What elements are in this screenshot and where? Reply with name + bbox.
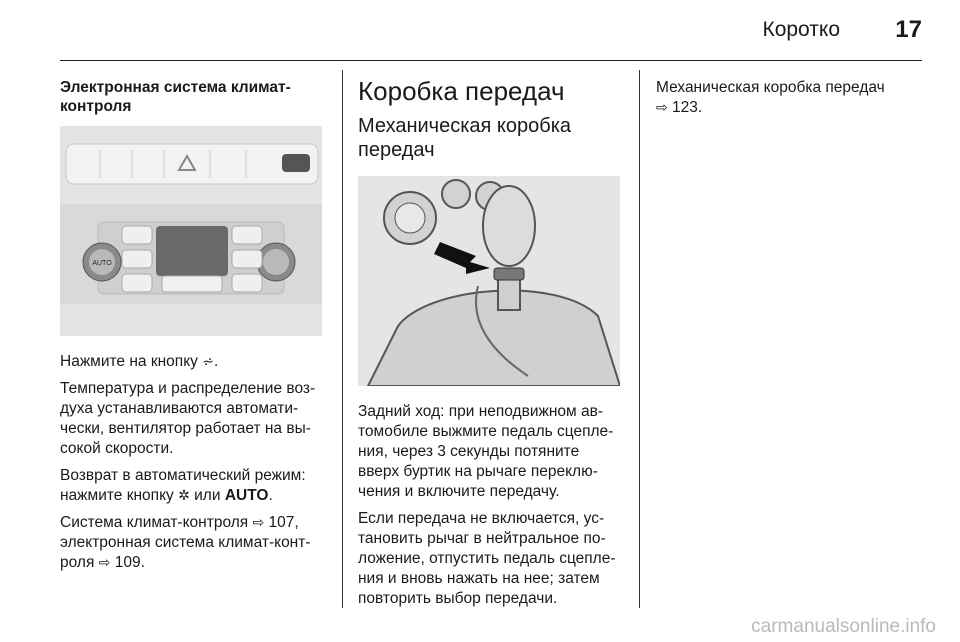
page-ref-107[interactable]: 107, <box>268 514 299 531</box>
page-ref-arrow-icon: ⇨ <box>656 100 668 116</box>
watermark-text: carmanualsonline.info <box>751 616 936 637</box>
left-column <box>60 78 328 580</box>
header-rule <box>60 60 922 61</box>
page-ref-arrow-icon: ⇨ <box>98 555 111 571</box>
middle-paragraph-1: Задний ход: при неподвижном ав-томобиле выжмите педаль сцепле-ния, через 3 секунды потяните вверх буртик на рычаге переклю-чения и включите передачу. <box>358 403 614 500</box>
left-paragraph-2: Температура и распределение воз-духа устанавливаются автомати-чески, вентилятор работает на вы-сокой скорости. <box>60 380 316 457</box>
middle-paragraph-2: Если передача не включается, ус-тановить рычаг в нейтральное по-ложение, отпустить педаль сцепле-ния и вновь нажать на нее; затем повторить выбор передачи. <box>358 510 616 607</box>
right-paragraph-1: Механическая коробка передач ⇨ 123. <box>656 79 885 116</box>
right-column <box>656 78 922 125</box>
left-paragraph-3: Возврат в автоматический режим: нажмите кнопку ✲ или AUTO. <box>60 467 306 504</box>
page-header-title: Коротко <box>762 18 840 41</box>
left-paragraph-1: Нажмите на кнопку ⩫. <box>60 353 219 370</box>
auto-knob-label: AUTO <box>92 260 112 267</box>
page-ref-109[interactable]: 109. <box>114 554 145 571</box>
page-ref-123[interactable]: 123. <box>672 99 703 116</box>
transmission-section-heading: Коробка передач <box>358 76 565 106</box>
column-divider-1 <box>342 70 343 608</box>
middle-column <box>358 74 623 616</box>
fan-icon: ✲ <box>178 488 190 504</box>
auto-label: AUTO <box>224 487 269 504</box>
gear-shift-lever-figure <box>358 176 620 386</box>
climate-control-heading: Электронная система климат-контроля <box>60 79 291 115</box>
left-paragraph-4: Система климат-контроля ⇨ 107, электронная система климат-конт-роля ⇨ 109. <box>60 514 311 571</box>
defrost-max-icon: ⩫ <box>202 354 214 370</box>
manual-transmission-subheading: Механическая коробка передач <box>358 115 572 161</box>
page-number: 17 <box>895 16 922 43</box>
column-divider-2 <box>639 70 640 608</box>
page-ref-arrow-icon: ⇨ <box>252 515 265 531</box>
climate-control-panel-figure <box>60 126 322 336</box>
